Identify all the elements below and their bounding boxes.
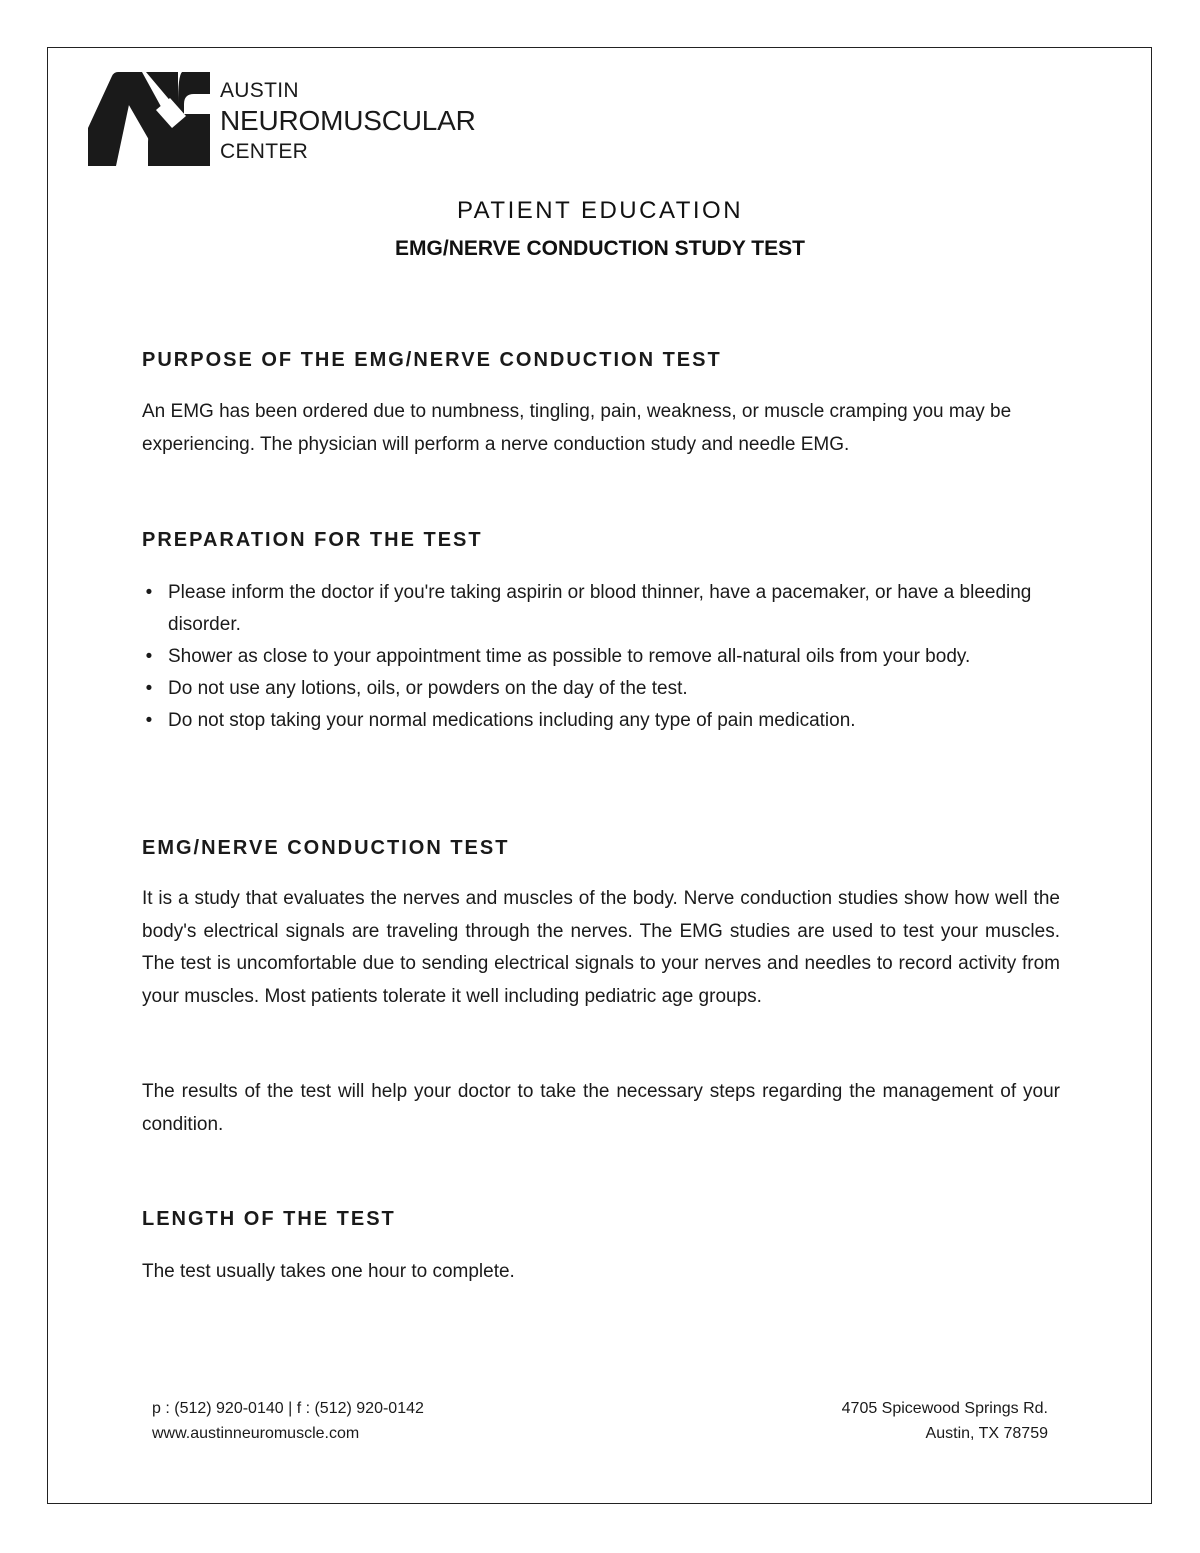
list-item-text: Do not stop taking your normal medications including any type of pain medication.: [168, 710, 856, 731]
bullet-icon: •: [145, 678, 153, 699]
footer-address-line2: Austin, TX 78759: [925, 1425, 1048, 1442]
length-text: The test usually takes one hour to complete.: [142, 1261, 515, 1282]
page-title: PATIENT EDUCATION: [456, 197, 744, 224]
preparation-list: [142, 577, 1060, 737]
footer-contact: [152, 1396, 424, 1446]
length-heading: LENGTH OF THE TEST: [142, 1208, 396, 1230]
preparation-heading: PREPARATION FOR THE TEST: [142, 529, 483, 551]
anc-monogram-icon: [86, 70, 212, 168]
test-text-2: The results of the test will help your doctor to take the necessary steps regarding the management of your condition.: [142, 1081, 1060, 1135]
test-heading: EMG/NERVE CONDUCTION TEST: [142, 837, 510, 859]
page-subtitle: EMG/NERVE CONDUCTION STUDY TEST: [395, 237, 805, 260]
list-item-text: Please inform the doctor if you're taking aspirin or blood thinner, have a pacemaker, or have a bleeding disorder.: [168, 582, 1032, 635]
list-item: [142, 641, 1060, 673]
logo-line-center: CENTER: [220, 140, 309, 163]
list-item: [142, 577, 1060, 641]
logo-text: [220, 80, 476, 162]
bullet-icon: •: [145, 710, 153, 731]
footer-phone-fax: p : (512) 920-0140 | f : (512) 920-0142: [152, 1400, 424, 1417]
purpose-heading: PURPOSE OF THE EMG/NERVE CONDUCTION TEST: [142, 349, 722, 371]
purpose-text: An EMG has been ordered due to numbness, tingling, pain, weakness, or muscle cramping you may be experiencing. The physician will perform a nerve conduction study and needle EMG.: [142, 401, 1012, 455]
bullet-icon: •: [145, 582, 153, 603]
logo-line-neuromuscular: NEUROMUSCULAR: [220, 105, 476, 136]
footer-address: [842, 1396, 1048, 1446]
list-item-text: Shower as close to your appointment time as possible to remove all-natural oils from your body.: [168, 646, 971, 667]
logo: [86, 70, 486, 170]
footer-website-link[interactable]: www.austinneuromuscle.com: [152, 1425, 360, 1442]
test-text-1: It is a study that evaluates the nerves and muscles of the body. Nerve conduction studies show how well the body's electrical signals are traveling through the nerves. The EMG studies are used to test your muscles. The test is uncomfortable due to sending electrical signals to your nerves and needles to record activity from your muscles. Most patients tolerate it well including pediatric age groups.: [142, 888, 1060, 1007]
footer-address-line1: 4705 Spicewood Springs Rd.: [841, 1400, 1048, 1417]
list-item-text: Do not use any lotions, oils, or powders on the day of the test.: [168, 678, 688, 699]
logo-line-austin: AUSTIN: [220, 79, 299, 102]
list-item: [142, 705, 1060, 737]
list-item: [142, 673, 1060, 705]
bullet-icon: •: [145, 646, 153, 667]
